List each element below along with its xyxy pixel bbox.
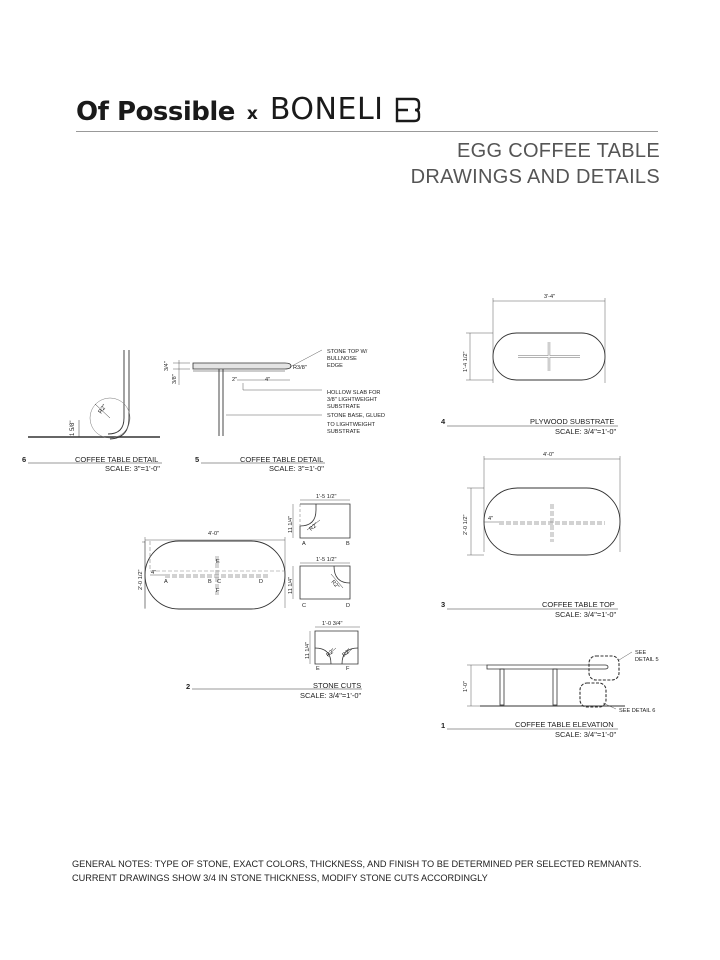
sheet-title-line2: DRAWINGS AND DETAILS — [410, 166, 660, 188]
detail-3-name: COFFEE TABLE TOP — [542, 600, 615, 609]
cut-1-radius: R2" — [308, 522, 320, 533]
detail-5-note-5: 3/8" LIGHTWEIGHT — [327, 397, 378, 403]
brand-of-possible: Of Possible — [76, 97, 235, 127]
detail-5-note-3: EDGE — [327, 363, 343, 369]
detail-2-label-c: C — [217, 579, 222, 585]
cut-2-width-dim: 1'-5 1/2" — [316, 557, 337, 563]
detail-5-note-7: STONE BASE, GLUED — [327, 413, 386, 419]
detail-3-drawing — [467, 456, 620, 555]
cut-2-label-d: D — [346, 603, 351, 609]
cut-1-width-dim: 1'-5 1/2" — [316, 494, 337, 500]
cut-3-radius-2: R2" — [341, 648, 353, 659]
detail-5-note-4: HOLLOW SLAB FOR — [327, 390, 381, 396]
cut-2-label-c: C — [302, 603, 307, 609]
detail-5-note-1: STONE TOP W/ — [327, 349, 368, 355]
detail-4-drawing — [466, 298, 605, 383]
detail-6-scale: SCALE: 3"=1'-0" — [105, 464, 160, 473]
detail-5-dim-3-8: 3/8" — [172, 374, 178, 384]
detail-5-number: 5 — [195, 455, 200, 464]
detail-2-label-b: B — [208, 579, 212, 585]
detail-5-drawing — [173, 350, 322, 436]
detail-6-number: 6 — [22, 455, 27, 464]
detail-2-label-d: D — [259, 579, 264, 585]
detail-2-number: 2 — [186, 682, 191, 691]
detail-2-label-a: A — [164, 579, 168, 585]
detail-6-drawing — [28, 350, 160, 439]
general-notes-line2: CURRENT DRAWINGS SHOW 3/4 IN STONE THICKNESS, MODIFY STONE CUTS ACCORDINGLY — [72, 873, 488, 883]
detail-5-dim-3-4: 3/4" — [164, 361, 170, 371]
detail-3-height-dim: 2'-0 1/2" — [463, 514, 469, 535]
detail-2-inset-dim: 4" — [151, 570, 157, 576]
detail-2-label-f: F — [216, 588, 220, 594]
cut-1-height-dim: 11 1/4" — [288, 515, 294, 533]
detail-1-number: 1 — [441, 721, 446, 730]
detail-5-scale: SCALE: 3"=1'-0" — [269, 464, 324, 473]
detail-6-radius: R2" — [97, 403, 109, 416]
detail-6-height-dim: 1 5/8" — [70, 420, 76, 436]
detail-2-width-dim: 4'-0" — [208, 531, 220, 537]
detail-2-name: STONE CUTS — [313, 681, 362, 690]
detail-5-note-2: BULLNOSE — [327, 356, 357, 362]
cut-2-radius: R2" — [329, 579, 341, 591]
detail-3-width-dim: 4'-0" — [543, 452, 555, 458]
detail-1-height-dim: 1'-0" — [463, 680, 469, 692]
cut-3-label-f: F — [346, 666, 350, 672]
cut-3-width-dim: 1'-0 3/4" — [322, 621, 343, 627]
sheet-title-line1: EGG COFFEE TABLE — [457, 140, 660, 162]
detail-3-number: 3 — [441, 600, 446, 609]
detail-5-dim-2: 2" — [232, 377, 238, 383]
detail-5-dim-4: 4" — [265, 377, 271, 383]
detail-6-name: COFFEE TABLE DETAIL — [75, 455, 159, 464]
cut-1-label-b: B — [346, 541, 350, 547]
detail-1-name: COFFEE TABLE ELEVATION — [515, 720, 614, 729]
detail-1-scale: SCALE: 3/4"=1'-0" — [555, 730, 617, 739]
general-notes — [72, 857, 641, 885]
detail-5-radius: R3/8" — [293, 365, 307, 371]
cut-3-height-dim: 11 1/4" — [305, 641, 311, 659]
detail-5-note-6: SUBSTRATE — [327, 404, 361, 410]
brand-x: x — [246, 104, 258, 124]
detail-2-label-e: E — [216, 559, 220, 565]
detail-1-see-5-line2: DETAIL 5 — [635, 657, 659, 663]
brand-boneli: BONELI — [269, 92, 384, 127]
detail-4-number: 4 — [441, 417, 446, 426]
detail-2-height-dim: 2'-0 1/2" — [138, 569, 144, 590]
detail-2-scale: SCALE: 3/4"=1'-0" — [300, 691, 362, 700]
detail-5-name: COFFEE TABLE DETAIL — [240, 455, 324, 464]
detail-2-drawing — [142, 500, 360, 664]
detail-4-scale: SCALE: 3/4"=1'-0" — [555, 427, 617, 436]
detail-1-see-6: SEE DETAIL 6 — [619, 708, 656, 714]
cut-3-label-e: E — [316, 666, 320, 672]
cut-3-radius-1: R2" — [325, 648, 337, 659]
general-notes-line1: GENERAL NOTES: TYPE OF STONE, EXACT COLORS, THICKNESS, AND FINISH TO BE DETERMINED PER SELECTED REMNANTS. — [72, 859, 642, 869]
detail-1-see-5-line1: SEE — [635, 650, 647, 656]
detail-3-inset-dim: 4" — [488, 516, 494, 522]
cut-1-label-a: A — [302, 541, 306, 547]
cut-2-height-dim: 11 1/4" — [288, 576, 294, 594]
detail-4-name: PLYWOOD SUBSTRATE — [530, 417, 615, 426]
detail-4-width-dim: 3'-4" — [544, 294, 556, 300]
detail-1-drawing — [467, 652, 632, 709]
detail-4-height-dim: 1'-4 1/2" — [463, 351, 469, 372]
detail-5-note-9: SUBSTRATE — [327, 429, 361, 435]
detail-3-scale: SCALE: 3/4"=1'-0" — [555, 610, 617, 619]
detail-5-note-8: TO LIGHTWEIGHT — [327, 422, 376, 428]
